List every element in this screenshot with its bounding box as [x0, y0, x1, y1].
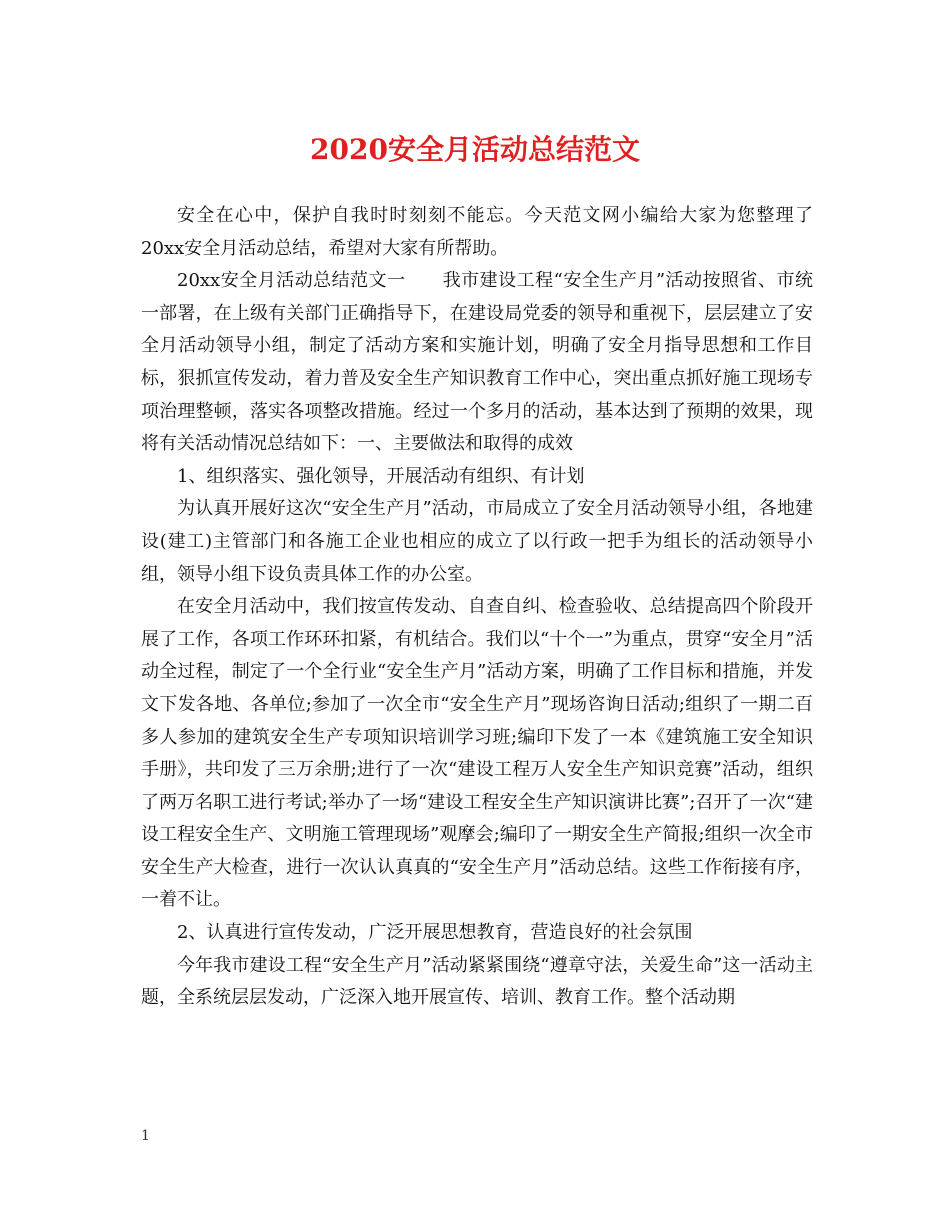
section-heading: 2、认真进行宣传发动，广泛开展思想教育，营造良好的社会氛围: [177, 922, 693, 944]
section-heading: 1、组织落实、强化领导，开展活动有组织、有计划: [177, 465, 585, 487]
document-body: [141, 200, 813, 1015]
paragraph: 今年我市建设工程“安全生产月”活动紧紧围绕“遵章守法，关爱生命”这一活动主题，全系统层层发动，广泛深入地开展宣传、培训、教育工作。整个活动期: [141, 954, 813, 1009]
paragraph: 安全在心中，保护自我时时刻刻不能忘。今天范文网小编给大家为您整理了20xx安全月活动总结，希望对大家有所帮助。: [141, 205, 813, 259]
page-number: 1: [141, 1128, 150, 1144]
paragraph: 为认真开展好这次“安全生产月”活动，市局成立了安全月活动领导小组，各地建设(建工)主管部门和各施工企业也相应的成立了以行政一把手为组长的活动领导小组，领导小组下设负责具体工作的办公室。: [141, 498, 813, 585]
paragraph: 在安全月活动中，我们按宣传发动、自查自纠、检查验收、总结提高四个阶段开展了工作，各项工作环环扣紧，有机结合。我们以“十个一”为重点，贯穿“安全月”活动全过程，制定了一个全行业“安全生产月”活动方案，明确了工作目标和措施，并发文下发各地、各单位;参加了一次全市“安全生产月”现场咨询日活动;组织了一期二百多人参加的建筑安全生产专项知识培训学习班;编印下发了一本《建筑施工安全知识手册》，共印发了三万余册;进行了一次“建设工程万人安全生产知识竞赛”活动，组织了两万名职工进行考试;举办了一场“建设工程安全生产知识演讲比赛”;召开了一次“建设工程安全生产、文明施工管理现场”观摩会;编印了一期安全生产简报;组织一次全市安全生产大检查，进行一次认认真真的“安全生产月”活动总结。这些工作衔接有序，一着不让。: [141, 596, 813, 911]
document-title: 2020安全月活动总结范文: [310, 133, 640, 166]
paragraph: 20xx安全月活动总结范文一 我市建设工程“安全生产月”活动按照省、市统一部署，在上级有关部门正确指导下，在建设局党委的领导和重视下，层层建立了安全月活动领导小组，制定了活动方案和实施计划，明确了安全月指导思想和工作目标，狠抓宣传发动，着力普及安全生产知识教育工作中心，突出重点抓好施工现场专项治理整顿，落实各项整改措施。经过一个多月的活动，基本达到了预期的效果，现将有关活动情况总结如下：一、主要做法和取得的成效: [141, 270, 813, 455]
